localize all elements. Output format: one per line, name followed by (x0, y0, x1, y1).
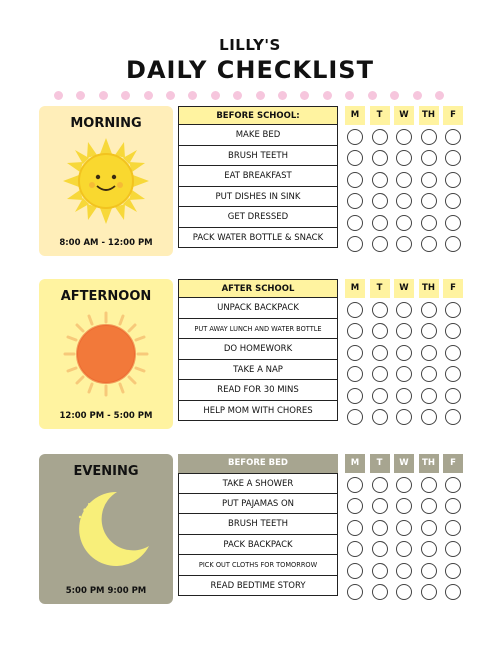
check-circle[interactable] (421, 477, 437, 493)
check-circle[interactable] (421, 323, 437, 339)
check-circle[interactable] (347, 129, 363, 145)
check-circle[interactable] (372, 323, 388, 339)
check-circle[interactable] (372, 172, 388, 188)
check-circle[interactable] (372, 366, 388, 382)
task-item: GET DRESSED (178, 207, 338, 228)
check-circle[interactable] (372, 236, 388, 252)
check-circle[interactable] (372, 345, 388, 361)
check-circle[interactable] (421, 541, 437, 557)
check-circle[interactable] (347, 323, 363, 339)
check-circle[interactable] (445, 366, 461, 382)
check-circle[interactable] (347, 477, 363, 493)
check-circle[interactable] (445, 584, 461, 600)
day-label: T (370, 454, 390, 473)
check-circle[interactable] (396, 345, 412, 361)
check-circle[interactable] (347, 172, 363, 188)
task-item: BRUSH TEETH (178, 514, 338, 535)
check-circle[interactable] (372, 563, 388, 579)
check-circle[interactable] (445, 345, 461, 361)
check-circle[interactable] (421, 236, 437, 252)
check-circle[interactable] (421, 584, 437, 600)
morning-day-headers (345, 106, 463, 125)
check-circle[interactable] (372, 477, 388, 493)
check-circle[interactable] (445, 520, 461, 536)
task-item: PUT DISHES IN SINK (178, 187, 338, 208)
morning-task-header: BEFORE SCHOOL: (178, 106, 338, 125)
check-circle[interactable] (421, 345, 437, 361)
check-circle[interactable] (445, 563, 461, 579)
check-circle[interactable] (445, 541, 461, 557)
evening-day-headers (345, 454, 463, 473)
check-circle[interactable] (396, 388, 412, 404)
check-circle[interactable] (372, 584, 388, 600)
check-circle[interactable] (347, 150, 363, 166)
check-circle[interactable] (445, 388, 461, 404)
check-circle[interactable] (421, 520, 437, 536)
check-circle[interactable] (372, 541, 388, 557)
day-label: TH (419, 106, 439, 125)
afternoon-task-header: AFTER SCHOOL (178, 279, 338, 298)
check-circle[interactable] (396, 520, 412, 536)
check-circle[interactable] (372, 498, 388, 514)
check-circle[interactable] (372, 215, 388, 231)
afternoon-title: AFTERNOON (60, 289, 152, 304)
task-item: BRUSH TEETH (178, 146, 338, 167)
check-circle[interactable] (372, 409, 388, 425)
page-title: DAILY CHECKLIST (126, 56, 374, 84)
check-circle[interactable] (396, 323, 412, 339)
task-item: UNPACK BACKPACK (178, 298, 338, 319)
morning-tasks (178, 106, 338, 248)
check-circle[interactable] (421, 215, 437, 231)
check-circle[interactable] (396, 498, 412, 514)
check-circle[interactable] (445, 236, 461, 252)
checklist-owner: LILLY'S (219, 36, 281, 54)
check-circle[interactable] (347, 409, 363, 425)
day-label: M (345, 279, 365, 298)
check-circle[interactable] (396, 150, 412, 166)
task-item: TAKE A NAP (178, 360, 338, 381)
task-item: PACK WATER BOTTLE & SNACK (178, 228, 338, 249)
day-label: F (443, 106, 463, 125)
check-circle[interactable] (347, 563, 363, 579)
morning-time: 8:00 AM - 12:00 PM (59, 238, 153, 248)
check-circle[interactable] (421, 302, 437, 318)
task-item: PUT PAJAMAS ON (178, 494, 338, 515)
day-label: TH (419, 279, 439, 298)
check-circle[interactable] (445, 129, 461, 145)
check-circle[interactable] (347, 302, 363, 318)
day-label: W (394, 279, 414, 298)
task-item: MAKE BED (178, 125, 338, 146)
afternoon-checkboxes (345, 299, 463, 428)
check-circle[interactable] (396, 477, 412, 493)
check-circle[interactable] (347, 584, 363, 600)
afternoon-day-headers (345, 279, 463, 298)
check-circle[interactable] (396, 302, 412, 318)
check-circle[interactable] (347, 345, 363, 361)
check-circle[interactable] (347, 498, 363, 514)
check-circle[interactable] (396, 172, 412, 188)
check-circle[interactable] (396, 129, 412, 145)
morning-checkboxes (345, 126, 463, 255)
check-circle[interactable] (445, 409, 461, 425)
check-circle[interactable] (396, 563, 412, 579)
evening-time: 5:00 PM 9:00 PM (65, 586, 147, 596)
check-circle[interactable] (372, 302, 388, 318)
check-circle[interactable] (396, 541, 412, 557)
check-circle[interactable] (445, 323, 461, 339)
check-circle[interactable] (396, 409, 412, 425)
check-circle[interactable] (347, 366, 363, 382)
evening-checkboxes (345, 474, 463, 603)
sun-icon (61, 136, 151, 226)
check-circle[interactable] (372, 193, 388, 209)
day-label: T (370, 106, 390, 125)
day-label: T (370, 279, 390, 298)
check-circle[interactable] (421, 193, 437, 209)
check-circle[interactable] (445, 150, 461, 166)
check-circle[interactable] (445, 477, 461, 493)
check-circle[interactable] (347, 541, 363, 557)
task-item: PACK BACKPACK (178, 535, 338, 556)
check-circle[interactable] (396, 366, 412, 382)
moon-icon (67, 484, 157, 574)
afternoon-time: 12:00 PM - 5:00 PM (59, 411, 153, 421)
task-item: READ BEDTIME STORY (178, 576, 338, 597)
check-circle[interactable] (347, 215, 363, 231)
check-circle[interactable] (445, 172, 461, 188)
check-circle[interactable] (421, 409, 437, 425)
check-circle[interactable] (372, 129, 388, 145)
morning-title: MORNING (70, 116, 142, 131)
day-label: F (443, 454, 463, 473)
day-label: M (345, 454, 365, 473)
check-circle[interactable] (372, 520, 388, 536)
task-item: TAKE A SHOWER (178, 473, 338, 494)
afternoon-tasks (178, 279, 338, 421)
day-label: W (394, 454, 414, 473)
orange-sun-icon (61, 309, 151, 399)
task-item: READ FOR 30 MINS (178, 380, 338, 401)
task-item: PUT AWAY LUNCH AND WATER BOTTLE (178, 319, 338, 340)
check-circle[interactable] (445, 193, 461, 209)
check-circle[interactable] (372, 150, 388, 166)
check-circle[interactable] (347, 388, 363, 404)
check-circle[interactable] (396, 236, 412, 252)
check-circle[interactable] (421, 366, 437, 382)
check-circle[interactable] (347, 520, 363, 536)
evening-task-header: BEFORE BED (178, 454, 338, 473)
check-circle[interactable] (347, 193, 363, 209)
task-item: EAT BREAKFAST (178, 166, 338, 187)
task-item: PICK OUT CLOTHS FOR TOMORROW (178, 555, 338, 576)
check-circle[interactable] (445, 498, 461, 514)
afternoon-card (39, 279, 173, 429)
check-circle[interactable] (421, 388, 437, 404)
day-label: W (394, 106, 414, 125)
day-label: F (443, 279, 463, 298)
day-label: M (345, 106, 365, 125)
check-circle[interactable] (421, 150, 437, 166)
decorative-dots (54, 91, 444, 101)
task-item: DO HOMEWORK (178, 339, 338, 360)
day-label: TH (419, 454, 439, 473)
task-item: HELP MOM WITH CHORES (178, 401, 338, 422)
check-circle[interactable] (421, 129, 437, 145)
evening-card (39, 454, 173, 604)
check-circle[interactable] (445, 302, 461, 318)
evening-title: EVENING (73, 464, 139, 479)
check-circle[interactable] (372, 388, 388, 404)
check-circle[interactable] (421, 498, 437, 514)
check-circle[interactable] (396, 584, 412, 600)
check-circle[interactable] (347, 236, 363, 252)
check-circle[interactable] (396, 215, 412, 231)
evening-tasks (178, 454, 338, 596)
check-circle[interactable] (396, 193, 412, 209)
morning-card (39, 106, 173, 256)
check-circle[interactable] (445, 215, 461, 231)
check-circle[interactable] (421, 172, 437, 188)
check-circle[interactable] (421, 563, 437, 579)
